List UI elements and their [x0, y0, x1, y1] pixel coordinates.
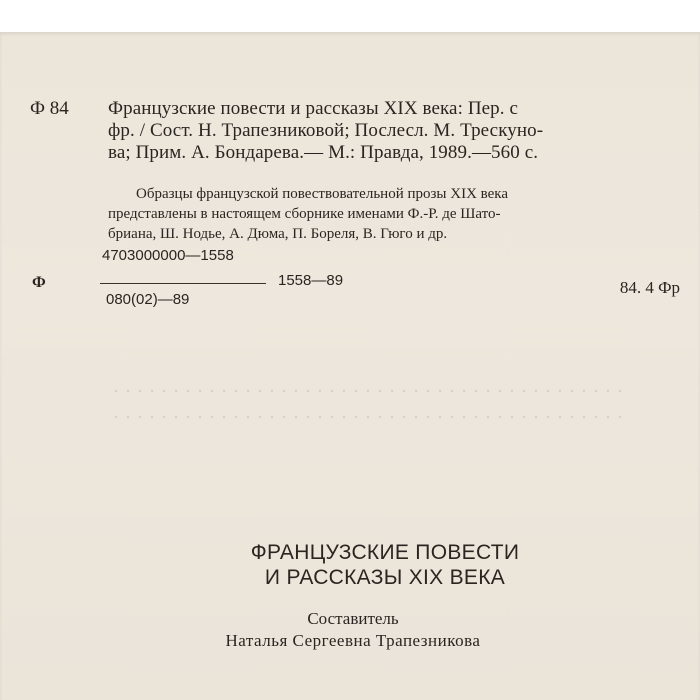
compiler-name: Наталья Сергеевна Трапезникова: [225, 631, 481, 650]
title-line: И РАССКАЗЫ XIX ВЕКА: [264, 566, 506, 589]
record-line: фр. / Сост. Н. Трапезниковой; Послесл. М. Трескуно-: [108, 120, 544, 141]
isbn-denominator: 080(02)—89: [106, 291, 190, 308]
fraction-bar: [100, 283, 266, 284]
isbn-numerator: 4703000000—1558: [102, 247, 234, 264]
record-line: Французские повести и рассказы XIX века: Пер. с: [108, 98, 519, 119]
title-line: ФРАНЦУЗСКИЕ ПОВЕСТИ: [250, 541, 520, 564]
annotation-line: Образцы французской повествовательной прозы XIX века: [136, 186, 509, 202]
annotation-line: бриана, Ш. Нодье, А. Дюма, П. Бореля, В. Гюго и др.: [108, 226, 448, 242]
record-line: ва; Прим. А. Бондарева.— М.: Правда, 1989.—560 с.: [108, 142, 539, 163]
bbk-index: 84. 4 Фр: [619, 278, 680, 297]
compiler-role: Составитель: [307, 609, 399, 628]
classification-row: [30, 247, 690, 307]
book-title: [0, 540, 700, 590]
isbn-suffix: 1558—89: [278, 272, 344, 289]
isbn-letter: Ф: [32, 274, 46, 291]
annotation: [108, 184, 688, 244]
catalog-code: Ф 84: [30, 98, 69, 119]
bibliographic-record: [108, 98, 688, 164]
compiler-credit: [0, 608, 700, 652]
annotation-line: представлены в настоящем сборнике именами Ф.-Р. де Шато-: [108, 206, 501, 222]
embossed-dots: [110, 378, 630, 418]
